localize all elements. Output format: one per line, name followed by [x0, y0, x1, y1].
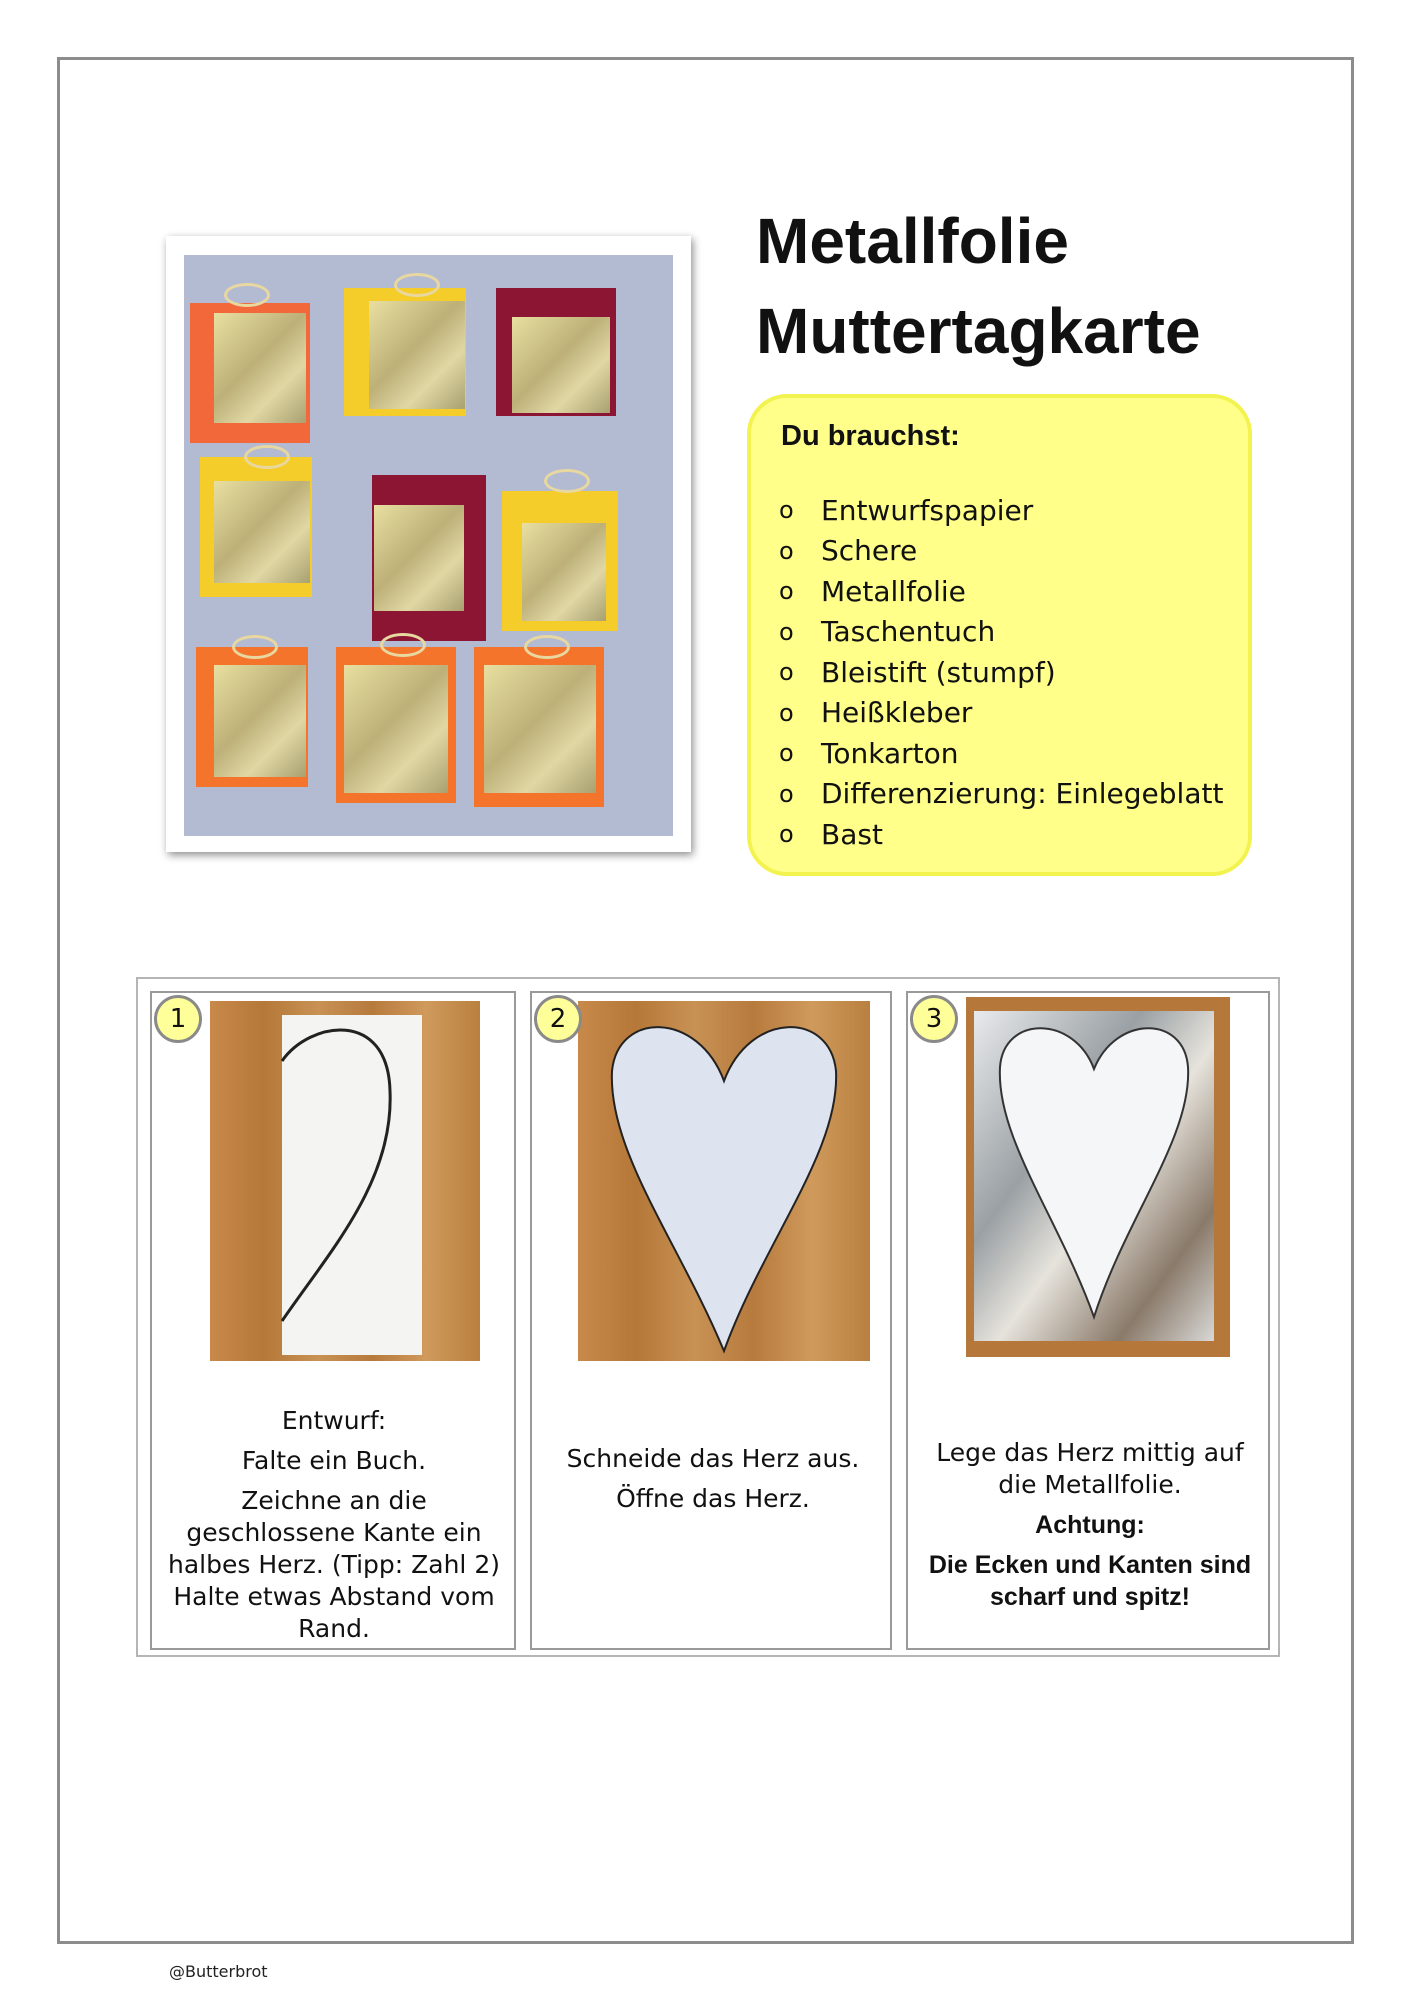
step-1-photo	[210, 1001, 480, 1361]
step-text-line: Schneide das Herz aus.	[566, 1444, 860, 1473]
copyright-footer: @Butterbrot	[169, 1962, 268, 1981]
foil-4	[214, 481, 310, 583]
bullet-icon: o	[779, 698, 794, 727]
material-item: o Bleistift (stumpf)	[779, 655, 1056, 689]
finished-cards-photo	[166, 236, 691, 852]
step-text-line: Entwurf:	[281, 1406, 387, 1435]
step-3	[906, 991, 1270, 1650]
bullet-icon: o	[779, 739, 794, 768]
title-line-1: Metallfolie	[756, 205, 1069, 277]
bullet-icon: o	[779, 496, 794, 525]
raffia-bow-1	[224, 283, 270, 307]
foil-7	[214, 665, 306, 777]
step-number-badge: 1	[154, 995, 202, 1043]
raffia-bow-4	[544, 469, 590, 493]
materials-heading: Du brauchst:	[781, 420, 960, 452]
step-text-line: Zeichne an die geschlossene Kante ein halbes Herz. (Tipp: Zahl 2) Halte etwas Abstand vom Rand.	[168, 1486, 500, 1643]
materials-list	[779, 490, 1223, 855]
material-item: o Metallfolie	[779, 574, 966, 608]
raffia-bow-2	[394, 273, 440, 297]
instruction-steps	[136, 977, 1280, 1657]
photo-content	[184, 255, 673, 836]
material-item: o Differenzierung: Einlegeblatt	[779, 777, 1224, 811]
step-1-text	[166, 1405, 502, 1653]
foil-6	[522, 523, 606, 621]
material-item: o Schere	[779, 534, 918, 568]
material-item: o Bast	[779, 817, 883, 851]
material-item: o Tonkarton	[779, 736, 959, 770]
bullet-icon: o	[779, 617, 794, 646]
step-2-photo	[578, 1001, 870, 1361]
folded-paper-half-heart	[210, 1001, 480, 1361]
step-text-line: Lege das Herz mittig auf die Metallfolie.	[936, 1438, 1244, 1499]
bullet-icon: o	[779, 577, 794, 606]
step-number-badge: 2	[534, 995, 582, 1043]
material-item: o Entwurfspapier	[779, 493, 1034, 527]
foil-2	[369, 301, 465, 409]
page-title	[756, 196, 1201, 376]
bullet-icon: o	[779, 658, 794, 687]
raffia-bow-7	[524, 635, 570, 659]
foil-8	[344, 665, 448, 793]
foil-9	[484, 665, 596, 793]
raffia-bow-6	[380, 633, 426, 657]
bullet-icon: o	[779, 536, 794, 565]
title-line-2: Muttertagkarte	[756, 295, 1201, 367]
step-3-text	[928, 1437, 1252, 1621]
foil-3	[512, 317, 610, 413]
warning-text: Die Ecken und Kanten sind scharf und spitz!	[928, 1551, 1252, 1611]
raffia-bow-3	[244, 445, 290, 469]
materials-box	[747, 394, 1252, 876]
cut-out-heart	[578, 1001, 870, 1361]
step-text-line: Öffne das Herz.	[616, 1484, 810, 1513]
step-1	[150, 991, 516, 1650]
heart-on-metal-foil	[966, 997, 1230, 1357]
material-item: o Taschentuch	[779, 615, 996, 649]
bullet-icon: o	[779, 820, 794, 849]
step-number-badge: 3	[910, 995, 958, 1043]
step-3-photo	[966, 997, 1230, 1357]
foil-1	[214, 313, 306, 423]
step-text-line: Falte ein Buch.	[241, 1446, 427, 1475]
bullet-icon: o	[779, 779, 794, 808]
step-2-text	[542, 1443, 884, 1523]
warning-title: Achtung:	[1035, 1511, 1145, 1539]
material-item: o Heißkleber	[779, 696, 973, 730]
foil-5	[374, 505, 464, 611]
raffia-bow-5	[232, 635, 278, 659]
step-2	[530, 991, 892, 1650]
